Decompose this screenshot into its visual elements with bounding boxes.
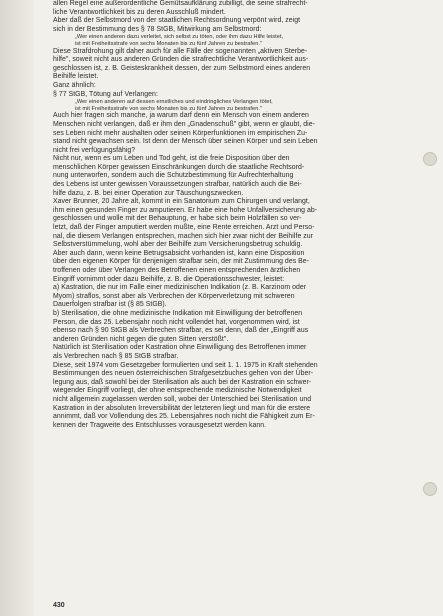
page-gutter-shadow bbox=[0, 0, 34, 616]
quote-line: ist mit Freiheitsstrafe von sechs Monaten bis zu fünf Jahren zu bestrafen." bbox=[75, 105, 262, 112]
text-line: Ganz ähnlich: bbox=[53, 81, 96, 89]
text-line: menschlichen Körper gewissen Einschränkungen durch die staatliche Rechtsord- bbox=[53, 163, 305, 171]
text-line: Kastration in der absoluten Irreversibilität der letzteren liegt und man für die erstere bbox=[53, 404, 311, 412]
page-body-text bbox=[53, 0, 413, 430]
text-line: Natürlich ist Sterilisation oder Kastration ohne Einwilligung des Betroffenen immer bbox=[53, 344, 307, 352]
text-line: anderen Gründen nicht gegen die guten Sitten verstößt". bbox=[53, 335, 229, 343]
text-line: Selbstverstümmelung, wohl aber der Beihilfe zum Versicherungsbetrug schuldig. bbox=[53, 241, 303, 249]
text-line: über den eigenen Körper für denjenigen strafbar sein, der mit Zustimmung des Be- bbox=[53, 258, 310, 266]
text-line: Aber auch dann, wenn keine Betrugsabsicht vorhanden ist, kann eine Disposition bbox=[53, 249, 305, 257]
text-line: Bestimmungen des neuen österreichischen Strafgesetzbuches gehen von der Über- bbox=[53, 370, 314, 378]
text-line: letzt, daß der Finger amputiert werden mußte, eine Rente erreichen. Arzt und Perso- bbox=[53, 224, 315, 232]
text-line: nal, die diesem Verlangen entsprechen, machen sich hier zwar nicht der Beihilfe zur bbox=[53, 232, 314, 240]
text-line: Myom) straflos, sonst aber als Verbrechen der Körperverletzung mit schweren bbox=[53, 292, 295, 300]
quote-line: ist mit Freiheitsstrafe von sechs Monaten bis zu fünf Jahren zu bestrafen." bbox=[75, 40, 262, 47]
text-line: a) Kastration, die nur im Falle einer medizinischen Indikation (z. B. Karzinom oder bbox=[53, 284, 307, 292]
punch-hole-bottom bbox=[423, 482, 437, 496]
page-number: 430 bbox=[53, 602, 65, 609]
text-line: hilfe", soweit nicht aus anderen Gründen die strafrechtliche Verantwortlichkeit aus- bbox=[53, 56, 309, 64]
text-line: ihm einen gesunden Finger zu amputieren. Er habe eine hohe Unfallversicherung ab- bbox=[53, 206, 318, 214]
text-line: Aber daß der Selbstmord von der staatlichen Rechtsordnung verpönt wird, zeigt bbox=[53, 17, 301, 25]
text-line: Diese, seit 1974 vom Gesetzgeber formulierten und seit 1. 1. 1975 in Kraft stehenden bbox=[53, 361, 318, 369]
punch-hole-top bbox=[423, 152, 437, 166]
text-line: hilfe dazu, z. B. bei einer Operation zur Täuschungszwecken. bbox=[53, 189, 244, 197]
text-line: nicht allgemein zugelassen werden soll, wobei der Unterschied bei Sterilisation und bbox=[53, 395, 312, 403]
text-line: liche Verantwortlichkeit bis zu deren Ausschluß mindert. bbox=[53, 8, 226, 16]
text-line: allen Regel eine außerordentliche Gemütsaufklärung zubilligt, die seine strafrecht- bbox=[53, 0, 308, 7]
text-line: Diese Strafdrohung gilt daher auch für alle Fälle der sogenannten „aktiven Sterbe- bbox=[53, 47, 308, 55]
text-line: sich in der Bestimmung des § 78 StGB, Mitwirkung am Selbstmord: bbox=[53, 25, 262, 33]
text-line: annimmt, daß vor Vollendung des 25. Lebensjahres noch nicht die Fähigkeit zum Er- bbox=[53, 413, 315, 421]
text-line: troffenen oder über Verlangen des Betroffenen einen entsprechenden ärztlichen bbox=[53, 267, 301, 274]
text-line: wiegender Eingriff vorliegt, der ohne entsprechende medizinische Notwendigkeit bbox=[53, 387, 302, 395]
text-line: Eingriff vornimmt oder dazu Beihilfe, z. B. die Operationsschwester, leistet: bbox=[53, 275, 285, 283]
quote-line: „Wer einen anderen auf dessen ernstliches und eindringliches Verlangen tötet, bbox=[75, 99, 273, 106]
text-line: nicht frei verfügungsfähig? bbox=[53, 146, 136, 154]
text-line: ebenso nach § 90 StGB als Verbrechen strafbar, es sei denn, daß der „Eingriff aus bbox=[53, 327, 309, 335]
text-line: stand nicht gewachsen sein. Ist denn der Mensch über seinen Körper und sein Leben bbox=[53, 138, 318, 146]
text-line: geschlossen ist, z. B. Geisteskrankheit dessen, der zum Selbstmord eines anderen bbox=[53, 64, 311, 72]
text-line: kennen der Tragweite des Entschlusses vorausgesetzt werden kann. bbox=[53, 421, 267, 429]
text-line: b) Sterilisation, die ohne medizinische Indikation mit Einwilligung der betroffenen bbox=[53, 309, 303, 317]
text-line: Xaver Brunner, 20 Jahre alt, kommt in ein Sanatorium zum Chirurgen und verlangt, bbox=[53, 198, 310, 206]
text-line: geschlossen und wolle mit der Behauptung, er habe sich beim Holzfällen so ver- bbox=[53, 215, 302, 223]
text-line: nung unterworfen, sondern auch die Schutzbestimmung für Aufrechterhaltung bbox=[53, 172, 294, 180]
text-line: ses Leben nicht mehr aushalten oder seinen Körperfunktionen im empirischen Zu- bbox=[53, 129, 308, 137]
text-line: Person, die das 25. Lebensjahr noch nicht vollendet hat, vorgenommen wird, ist bbox=[53, 318, 300, 326]
text-line: Beihilfe leistet. bbox=[53, 73, 99, 81]
text-line: Auch hier fragen sich manche, ja warum darf denn ein Mensch von einem anderen bbox=[53, 112, 309, 120]
text-line: Nicht nur, wenn es um Leben und Tod geht, ist die freie Disposition über den bbox=[53, 155, 290, 163]
text-line: legung aus, daß sowohl bei der Sterilisation als auch bei der Kastration ein schwer- bbox=[53, 378, 312, 386]
quote-line: „Wer einen anderen dazu verleitet, sich selbst zu töten, oder ihm dazu Hilfe leistet, bbox=[75, 34, 284, 41]
text-line: Dauerfolgen strafbar ist (§ 85 StGB). bbox=[53, 301, 167, 309]
text-line: als Verbrechen nach § 85 StGB strafbar. bbox=[53, 352, 179, 360]
text-line: Menschen nicht verlangen, daß er ihm den „Gnadenschuß" gibt, wenn er glaubt, die- bbox=[53, 120, 315, 128]
text-line: § 77 StGB, Tötung auf Verlangen: bbox=[53, 90, 158, 98]
text-line: des Lebens ist unter gewissen Voraussetzungen strafbar, natürlich auch die Bei- bbox=[53, 181, 302, 189]
